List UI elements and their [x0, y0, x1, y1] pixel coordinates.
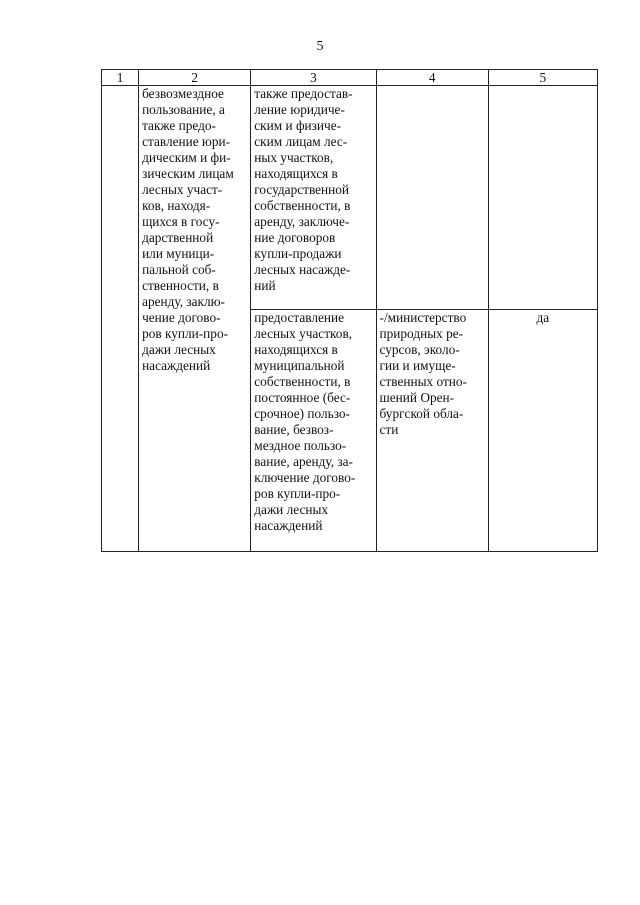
text-line: ственных отно- [379, 374, 467, 389]
col2-cell [139, 86, 251, 552]
page-number: 5 [316, 39, 324, 54]
text-line: ским лицам лес- [254, 134, 348, 149]
text-line: -/министерство [379, 310, 467, 325]
text-line: собственности, в [254, 374, 351, 389]
row1-col4-cell [376, 86, 488, 310]
row2-col5-cell: да [488, 310, 597, 552]
text-line: ление юридиче- [254, 102, 345, 117]
row2-col4-cell [376, 310, 488, 552]
services-table [101, 69, 598, 552]
text-line: лесных участков, [254, 326, 353, 341]
text-line: ставление юри- [142, 134, 231, 149]
text-line: купли-продажи [254, 246, 342, 261]
text-line: дажи лесных [142, 342, 216, 357]
table-row [102, 86, 598, 310]
text-line: аренду, заключе- [254, 214, 350, 229]
text-line: ных участков, [254, 150, 334, 165]
text-line: насаждений [254, 518, 323, 533]
table-header-row [102, 70, 598, 86]
text-line: шений Орен- [379, 390, 455, 405]
text-line: зическим лицам [142, 166, 234, 181]
header-col-2: 2 [139, 70, 251, 86]
header-col-5: 5 [488, 70, 597, 86]
text-line: срочное) пользо- [254, 406, 350, 421]
row2-col3-cell [251, 310, 376, 552]
text-line: ний [254, 278, 276, 293]
text-line: насаждений [142, 358, 211, 373]
text-line: ров купли-про- [254, 486, 341, 501]
text-line: природных ре- [379, 326, 464, 341]
text-line: дарственной [142, 230, 214, 245]
text-line: ров купли-про- [142, 326, 229, 341]
text-line: предоставление [254, 310, 345, 325]
text-line: пальной соб- [142, 262, 216, 277]
text-line: вание, аренду, за- [254, 454, 353, 469]
row1-col3-cell [251, 86, 376, 310]
text-line: ков, находя- [142, 198, 211, 213]
text-line: находящихся в [254, 342, 338, 357]
text-line: или муници- [142, 246, 215, 261]
text-line: сурсов, эколо- [379, 342, 460, 357]
text-line: также предостав- [254, 86, 353, 101]
text-line: дическим и фи- [142, 150, 231, 165]
text-line: дажи лесных [254, 502, 329, 517]
text-line: находящихся в [254, 166, 338, 181]
row1-col5-cell [488, 86, 597, 310]
text-line: собственности, в [254, 198, 351, 213]
text-line: ключение догово- [254, 470, 356, 485]
text-line: щихся в госу- [142, 214, 220, 229]
text-line: муниципальной [254, 358, 345, 373]
text-line: безвозмездное [142, 86, 224, 101]
header-col-4: 4 [376, 70, 488, 86]
text-line: вание, безвоз- [254, 422, 334, 437]
text-line: аренду, заклю- [142, 294, 225, 309]
text-line: ственности, в [142, 278, 219, 293]
text-line: лесных участ- [142, 182, 223, 197]
text-line: мездное пользо- [254, 438, 347, 453]
col1-cell [102, 86, 139, 552]
header-col-3: 3 [251, 70, 376, 86]
text-line: лесных насажде- [254, 262, 351, 277]
text-line: государственной [254, 182, 350, 197]
header-col-1: 1 [102, 70, 139, 86]
text-line: также предо- [142, 118, 216, 133]
text-line: сти [379, 422, 399, 437]
text-line: гии и имуще- [379, 358, 456, 373]
text-line: бургской обла- [379, 406, 464, 421]
text-line: постоянное (бес- [254, 390, 351, 405]
text-line: ние договоров [254, 230, 336, 245]
text-line: чение догово- [142, 310, 221, 325]
text-line: пользование, а [142, 102, 225, 117]
text-line: ским и физиче- [254, 118, 342, 133]
